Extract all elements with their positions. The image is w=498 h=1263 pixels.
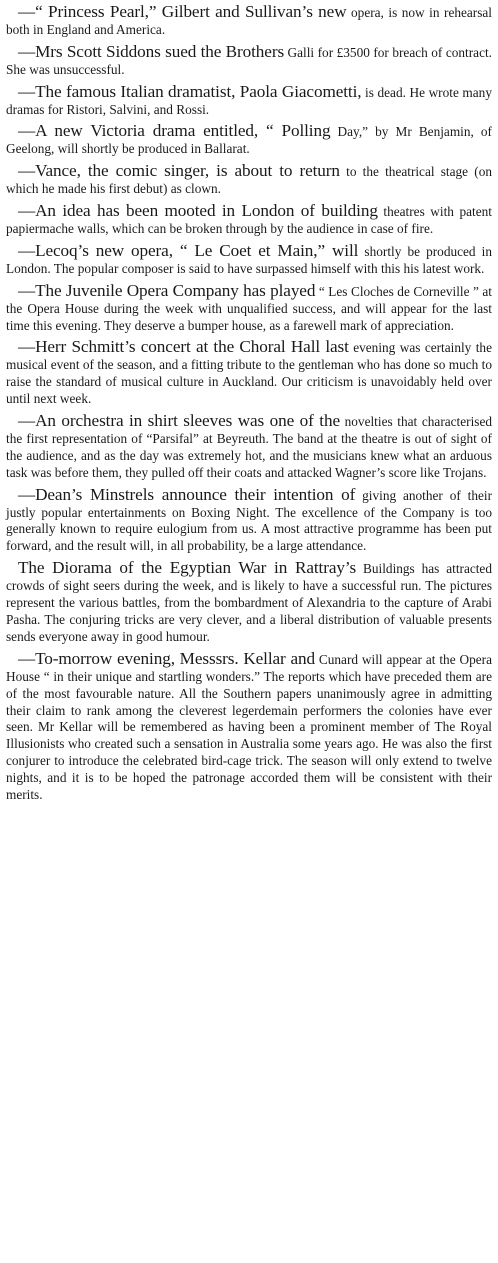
news-item-body: Day,” by Mr Benjamin, of Geelong, will shortly be produced in Ballarat.: [6, 124, 492, 157]
news-item-body: “ Les Cloches de Corneville ” at the Opera House during the week with unqualified success, and will appear for the last time this evening. They deserve a bumper house, as a farewell mark of appreciation.: [6, 283, 493, 333]
news-item-lead: The Diorama of the Egyptian War in Rattray’s: [18, 558, 357, 578]
news-item-lead: —Mrs Scott Siddons sued the Brothers: [18, 41, 285, 61]
news-item-schmitt-concert: [6, 339, 492, 408]
news-item-lead: —Herr Schmitt’s concert at the Choral Hall last: [18, 337, 349, 357]
news-item-body: to the theatrical stage (on which he made his first debut) as clown.: [6, 164, 492, 197]
news-item-egyptian-diorama: [6, 560, 492, 646]
news-item-body: novelties that characterised the first representation of “Parsifal” at Beyreuth. The band at the theatre is out of sight of the audience, and as the day was extremely hot, and the musicians knew what an arduous task was before them, they pulled off their coats and attacked Wagner’s score like Trojans.: [6, 414, 492, 480]
news-item-body: opera, is now in rehearsal both in England and America.: [6, 5, 492, 37]
news-item-body: theatres with patent papiermache walls, which can be broken through by the audience in case of fire.: [6, 204, 492, 236]
news-item-body: evening was certainly the musical event of the season, and a fitting tribute to the gentleman who has done so much to raise the standard of musical culture in Auckland. Our criticism is unavoidably held over until next week.: [6, 340, 492, 407]
news-item-juvenile-opera: [6, 280, 493, 335]
news-item-papiermache-theatres: [6, 203, 492, 238]
news-item-lead: —Vance, the comic singer, is about to return: [18, 161, 340, 181]
news-item-orchestra-shirt-sleeves: [6, 413, 492, 482]
news-item-lead: —Lecoq’s new opera, “ Le Coet et Main,” will: [18, 240, 359, 260]
news-item-lead: —An orchestra in shirt sleeves was one of the: [18, 411, 340, 431]
news-item-scott-siddons: [6, 41, 492, 79]
news-item-lead: —A new Victoria drama entitled, “ Polling: [18, 121, 331, 141]
news-item-kellar-cunard: [6, 648, 492, 804]
news-item-lead: —The famous Italian dramatist, Paola Giacometti,: [18, 81, 362, 101]
news-item-body: giving another of their justly popular entertainments on Boxing Night. The excellence of the Company is too generally known to require eulogium from us. A most attractive programme has been put forward, and the result will, in all probability, be a large attendance.: [6, 487, 493, 554]
news-item-lead: —To-morrow evening, Messsrs. Kellar and: [18, 648, 315, 668]
news-item-body: Galli for £3500 for breach of contract. She was unsuccessful.: [6, 44, 492, 77]
news-item-lecoq-opera: [6, 240, 492, 278]
news-item-vance: [6, 163, 492, 198]
news-item-lead: —An idea has been mooted in London of building: [18, 201, 378, 221]
news-item-deans-minstrels: [6, 484, 493, 556]
news-item-body: shortly be produced in London. The popular composer is said to have surpassed himself with this his latest work.: [6, 243, 492, 276]
news-item-body: is dead. He wrote many dramas for Ristori, Salvini, and Rossi.: [6, 84, 492, 117]
news-item-lead: —The Juvenile Opera Company has played: [18, 280, 316, 300]
news-item-lead: —Dean’s Minstrels announce their intention of: [18, 484, 356, 504]
news-item-body: Buildings has attracted crowds of sight seers during the week, and is likely to have a successful run. The pictures represent the various battles, from the bombardment of Alexandria to the capture of Arabi Pasha. The conjuring tricks are very clever, and a liberal distribution of valuable presents sends everyone away in good humour.: [6, 561, 492, 644]
news-item-polling-day: [6, 123, 492, 158]
news-item-princess-pearl: [6, 4, 492, 39]
news-item-lead: —“ Princess Pearl,” Gilbert and Sullivan’s new: [18, 2, 347, 21]
news-item-body: Cunard will appear at the Opera House “ in their unique and startling wonders.” The reports which have preceded them are of the most favourable nature. All the Southern papers unanimously agree in admitting their claim to rank among the cleverest legerdemain performers the colonies have ever seen. Mr Kellar will be remembered as having been a prominent member of The Royal Illusionists who created such a sensation in Australia some years ago. He was also the first conjurer to introduce the celebrated bird-cage trick. The season will only extend to twelve nights, and it is to be hoped the patronage accorded them will be consistent with their merits.: [6, 651, 492, 803]
news-item-giacometti: [6, 81, 492, 119]
